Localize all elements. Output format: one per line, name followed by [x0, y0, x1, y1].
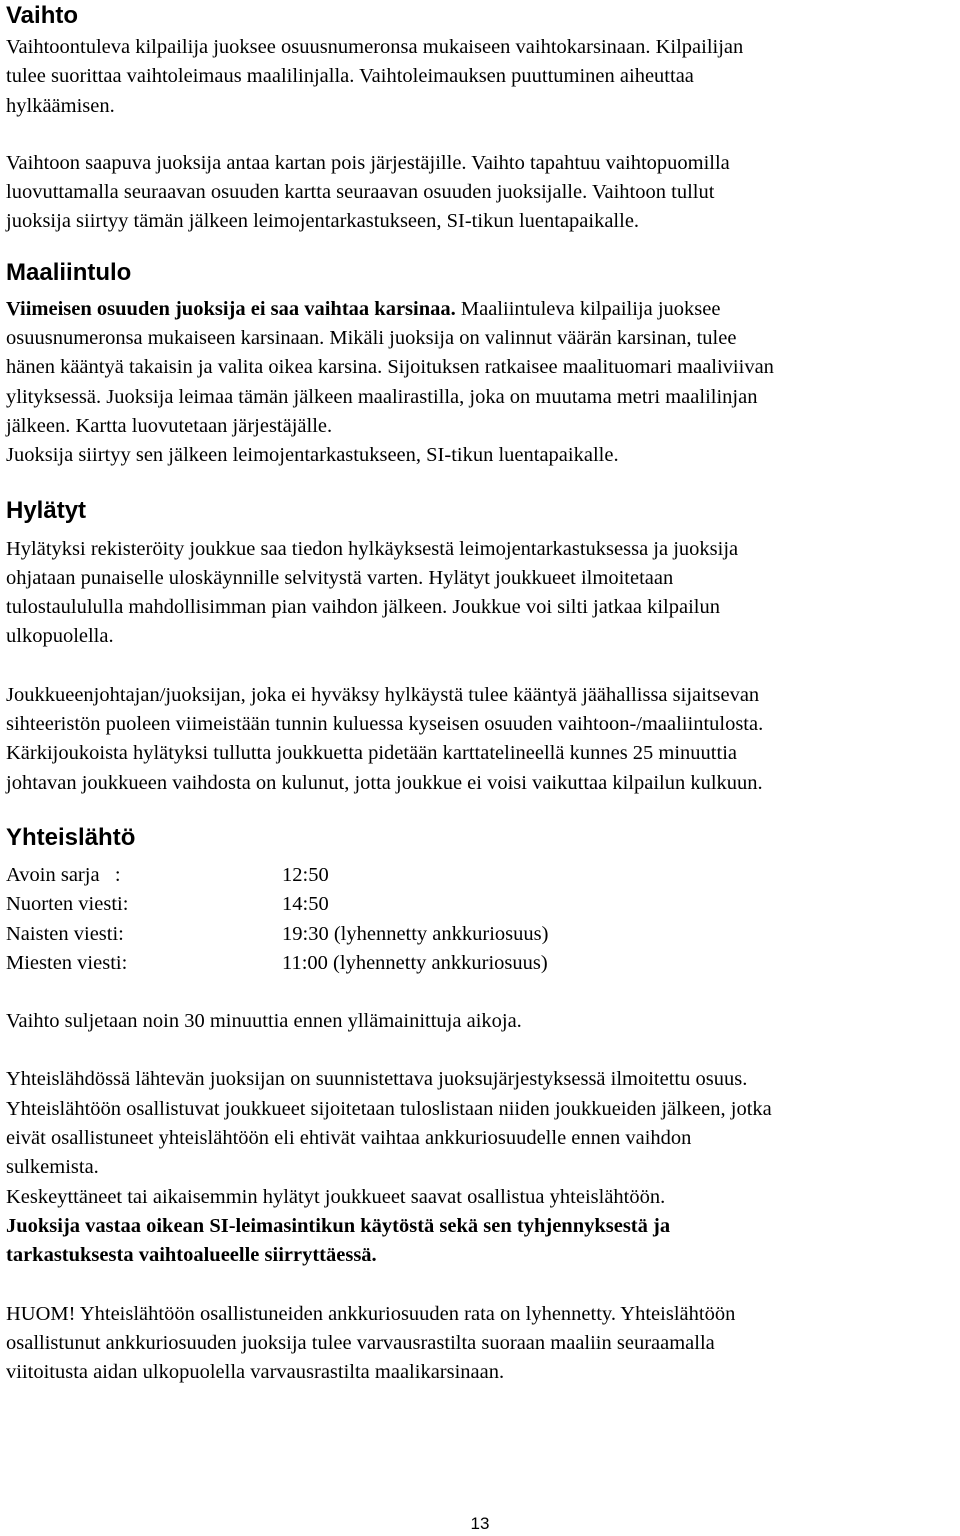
text-line: hylkäämisen. [6, 94, 115, 117]
document-page [6, 0, 956, 1387]
text-line: ylityksessä. Juoksija leimaa tämän jälkeen maalirastilla, joka on muutama metri maalilinjan [6, 385, 758, 408]
schedule-row [6, 949, 956, 978]
text-line: Joukkueenjohtajan/juoksijan, joka ei hyväksy hylkäystä tulee kääntyä jäähallissa sijaitsevan [6, 683, 760, 706]
paragraph-si-responsibility [6, 1212, 956, 1271]
start-schedule [6, 861, 956, 978]
text-line: Yhteislähdössä lähtevän juoksijan on suunnistettava juoksujärjestyksessä ilmoitettu osuus. [6, 1068, 748, 1091]
heading-vaihto: Vaihto [6, 2, 79, 29]
schedule-row [6, 920, 956, 949]
text-line: HUOM! Yhteislähtöön osallistuneiden ankkuriosuuden rata on lyhennetty. Yhteislähtöön [6, 1302, 736, 1325]
text-line: Juoksija vastaa oikean SI-leimasintikun käytöstä sekä sen tyhjennyksestä ja [6, 1214, 671, 1237]
text-line: tulostaulululla mahdollisimman pian vaihdon jälkeen. Joukkue voi silti jatkaa kilpailun [6, 596, 720, 619]
paragraph-closing-time [6, 1007, 956, 1036]
schedule-time: 11:00 (lyhennetty ankkuriosuus) [282, 951, 548, 974]
text-line: Hylätyksi rekisteröity joukkue saa tiedon hylkäyksestä leimojentarkastuksessa ja juoksija [6, 537, 739, 560]
schedule-series: Avoin sarja : [6, 863, 121, 886]
schedule-row [6, 861, 956, 890]
text-line: Kärkijoukoista hylätyksi tullutta joukkuetta pidetään karttatelineellä kunnes 25 minuuttia [6, 742, 737, 765]
text-line: johtavan joukkueen vaihdosta on kulunut, jotta joukkue ei voisi vaikuttaa kilpailun kulkuun. [6, 771, 763, 794]
text-line: Yhteislähtöön osallistuvat joukkueet sijoitetaan tuloslistaan niiden joukkueiden jälkeen, jotka [6, 1097, 772, 1120]
heading-hylatyt: Hylätyt [6, 496, 87, 524]
paragraph-hylatyt-2 [6, 681, 956, 798]
schedule-time: 14:50 [282, 893, 329, 916]
text-line: sulkemista. [6, 1156, 99, 1179]
text-line: eivät osallistuneet yhteislähtöön eli ehtivät vaihtaa ankkuriosuudelle ennen vaihdon [6, 1127, 692, 1150]
text-line: jälkeen. Kartta luovutetaan järjestäjälle. [6, 414, 333, 437]
paragraph-vaihto-2 [6, 149, 956, 237]
text-line: osuusnumeronsa mukaiseen karsinaan. Mikäli juoksija on valinnut väärän karsinan, tulee [6, 327, 737, 350]
text-line: juoksija siirtyy tämän jälkeen leimojentarkastukseen, SI-tikun luentapaikalle. [6, 210, 640, 233]
schedule-time: 19:30 (lyhennetty ankkuriosuus) [282, 922, 549, 945]
heading-yhteislahto: Yhteislähtö [6, 823, 136, 851]
text-line: tulee suorittaa vaihtoleimaus maalilinjalla. Vaihtoleimauksen puuttuminen aiheuttaa [6, 65, 694, 88]
schedule-series: Nuorten viesti: [6, 893, 129, 916]
text-line: Juoksija siirtyy sen jälkeen leimojentarkastukseen, SI-tikun luentapaikalle. [6, 444, 619, 467]
paragraph-hylatyt-1 [6, 535, 956, 652]
text-line: viitoitusta aidan ulkopuolella varvausrastilta maalikarsinaan. [6, 1361, 505, 1384]
paragraph-maaliintulo [6, 295, 956, 471]
text-line: sihteeristön puoleen viimeistään tunnin kuluessa kyseisen osuuden vaihtoon-/maaliintulosta. [6, 713, 764, 736]
schedule-series: Naisten viesti: [6, 922, 124, 945]
text-line: ohjataan punaiselle uloskäynnille selvitystä varten. Hylätyt joukkueet ilmoitetaan [6, 566, 674, 589]
text-span: Maaliintuleva kilpailija juoksee [455, 297, 721, 320]
text-line: Vaihtoontuleva kilpailija juoksee osuusnumeronsa mukaiseen vaihtokarsinaan. Kilpailijan [6, 36, 744, 58]
text-line: tarkastuksesta vaihtoalueelle siirryttäessä. [6, 1244, 377, 1267]
text-line: Vaihtoon saapuva juoksija antaa kartan pois järjestäjille. Vaihto tapahtuu vaihtopuomilla [6, 151, 730, 174]
text-line: hänen kääntyä takaisin ja valita oikea karsina. Sijoituksen ratkaisee maalituomari maaliviivan [6, 356, 774, 379]
heading-maaliintulo: Maaliintulo [6, 258, 132, 286]
schedule-row [6, 890, 956, 919]
text-line [6, 295, 956, 324]
text-line: luovuttamalla seuraavan osuuden kartta seuraavan osuuden juoksijalle. Vaihtoon tullut [6, 181, 715, 204]
text-line: Vaihto suljetaan noin 30 minuuttia ennen yllämainittuja aikoja. [6, 1010, 522, 1033]
schedule-time: 12:50 [282, 863, 329, 886]
paragraph-huom [6, 1300, 956, 1388]
paragraph-mass-start-rules [6, 1065, 956, 1211]
text-line: Keskeyttäneet tai aikaisemmin hylätyt joukkueet saavat osallistua yhteislähtöön. [6, 1185, 666, 1208]
page-number: 13 [470, 1514, 490, 1533]
text-line: osallistunut ankkuriosuuden juoksija tulee varvausrastilta suoraan maaliin seuraamalla [6, 1331, 715, 1354]
bold-lead: Viimeisen osuuden juoksija ei saa vaihtaa karsinaa. [6, 297, 456, 320]
paragraph-vaihto-1 [6, 33, 956, 121]
text-line: ulkopuolella. [6, 625, 114, 648]
schedule-series: Miesten viesti: [6, 951, 128, 974]
